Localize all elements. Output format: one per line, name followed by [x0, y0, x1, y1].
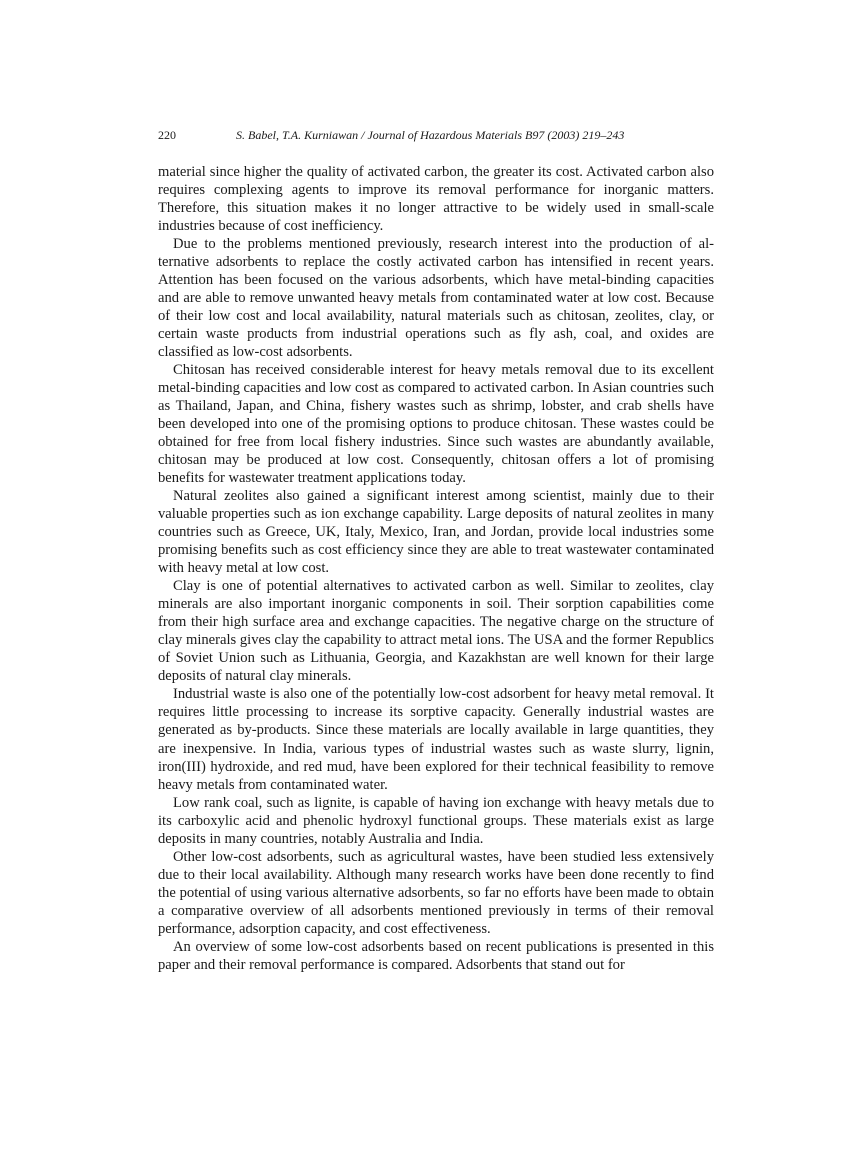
body-text [158, 163, 714, 974]
paragraph-low-rank-coal: Low rank coal, such as lignite, is capable of having ion exchange with heavy metals due to its carboxylic acid and phenolic hydroxyl functional groups. These materials exist as large deposits in many countries, notably Australia and India. [158, 794, 714, 847]
page-number: 220 [158, 128, 176, 142]
running-head [158, 127, 714, 143]
paragraph-clay: Clay is one of potential alternatives to activated carbon as well. Similar to zeolites, clay minerals are also important inorganic components in soil. Their sorption capabilities come from their high surface area and exchange capacities. The negative charge on the structure of clay minerals gives clay the capability to attract metal ions. The USA and the former Republics of Soviet Union such as Lithuania, Georgia, and Kazakhstan are well known for their large deposits of natural clay minerals. [158, 578, 714, 685]
paragraph-industrial-waste: Industrial waste is also one of the potentially low-cost adsorbent for heavy metal removal. It requires little processing to increase its sorptive capacity. Generally industrial wastes are generated as by-products. Since these materials are locally available in large quantities, they are inexpensive. In India, various types of industrial wastes such as waste slurry, lignin, iron(III) hydroxide, and red mud, have been explored for their technical feasibility to remove heavy metals from contaminated water. [158, 686, 714, 793]
paragraph-other-adsorbents: Other low-cost adsorbents, such as agricultural wastes, have been studied less extensively due to their local availability. Although many research works have been done recently to find the potential of using various alternative adsorbents, so far no efforts have been made to obtain a comparative overview of all adsorbents mentioned previously in terms of their removal performance, adsorption capacity, and cost effectiveness. [158, 848, 714, 937]
paragraph-zeolites: Natural zeolites also gained a significant interest among scientist, mainly due to their valuable properties such as ion exchange capability. Large deposits of natural zeolites in many countries such as Greece, UK, Italy, Mexico, Iran, and Jordan, provide local industries some promising benefits such as cost efficiency since they are able to treat wastewater contaminated with heavy metal at low cost. [158, 488, 714, 577]
paragraph-overview: An overview of some low-cost adsorbents based on recent publications is presented in this paper and their removal performance is compared. Adsorbents that stand out for [158, 938, 714, 973]
paragraph-chitosan: Chitosan has received considerable interest for heavy metals removal due to its excellent metal-binding capacities and low cost as compared to activated carbon. In Asian countries such as Thailand, Japan, and China, fishery wastes such as shrimp, lobster, and crab shells have been developed into one of the promising options to produce chitosan. These wastes could be obtained for free from local fishery industries. Since such wastes are abundantly available, chitosan may be produced at low cost. Consequently, chitosan offers a lot of promising benefits for wastewater treatment applications today. [158, 362, 715, 487]
paragraph-alternative-adsorbents: Due to the problems mentioned previously, research interest into the production of alternative adsorbents to replace the costly activated carbon has intensified in recent years. Attention has been focused on the various adsorbents, which have metal-binding capacities and are able to remove unwanted heavy metals from contaminated water at low cost. Because of their low cost and local availability, natural materials such as chitosan, zeolites, clay, or certain waste products from industrial operations such as fly ash, coal, and oxides are classified as low-cost adsorbents. [158, 236, 714, 361]
running-title: S. Babel, T.A. Kurniawan / Journal of Hazardous Materials B97 (2003) 219–243 [236, 128, 625, 142]
paragraph-continued: material since higher the quality of activated carbon, the greater its cost. Activated carbon also requires complexing agents to improve its removal performance for inorganic matters. Therefore, this situation makes it no longer attractive to be widely used in small-scale industries because of cost inefficiency. [158, 164, 714, 235]
